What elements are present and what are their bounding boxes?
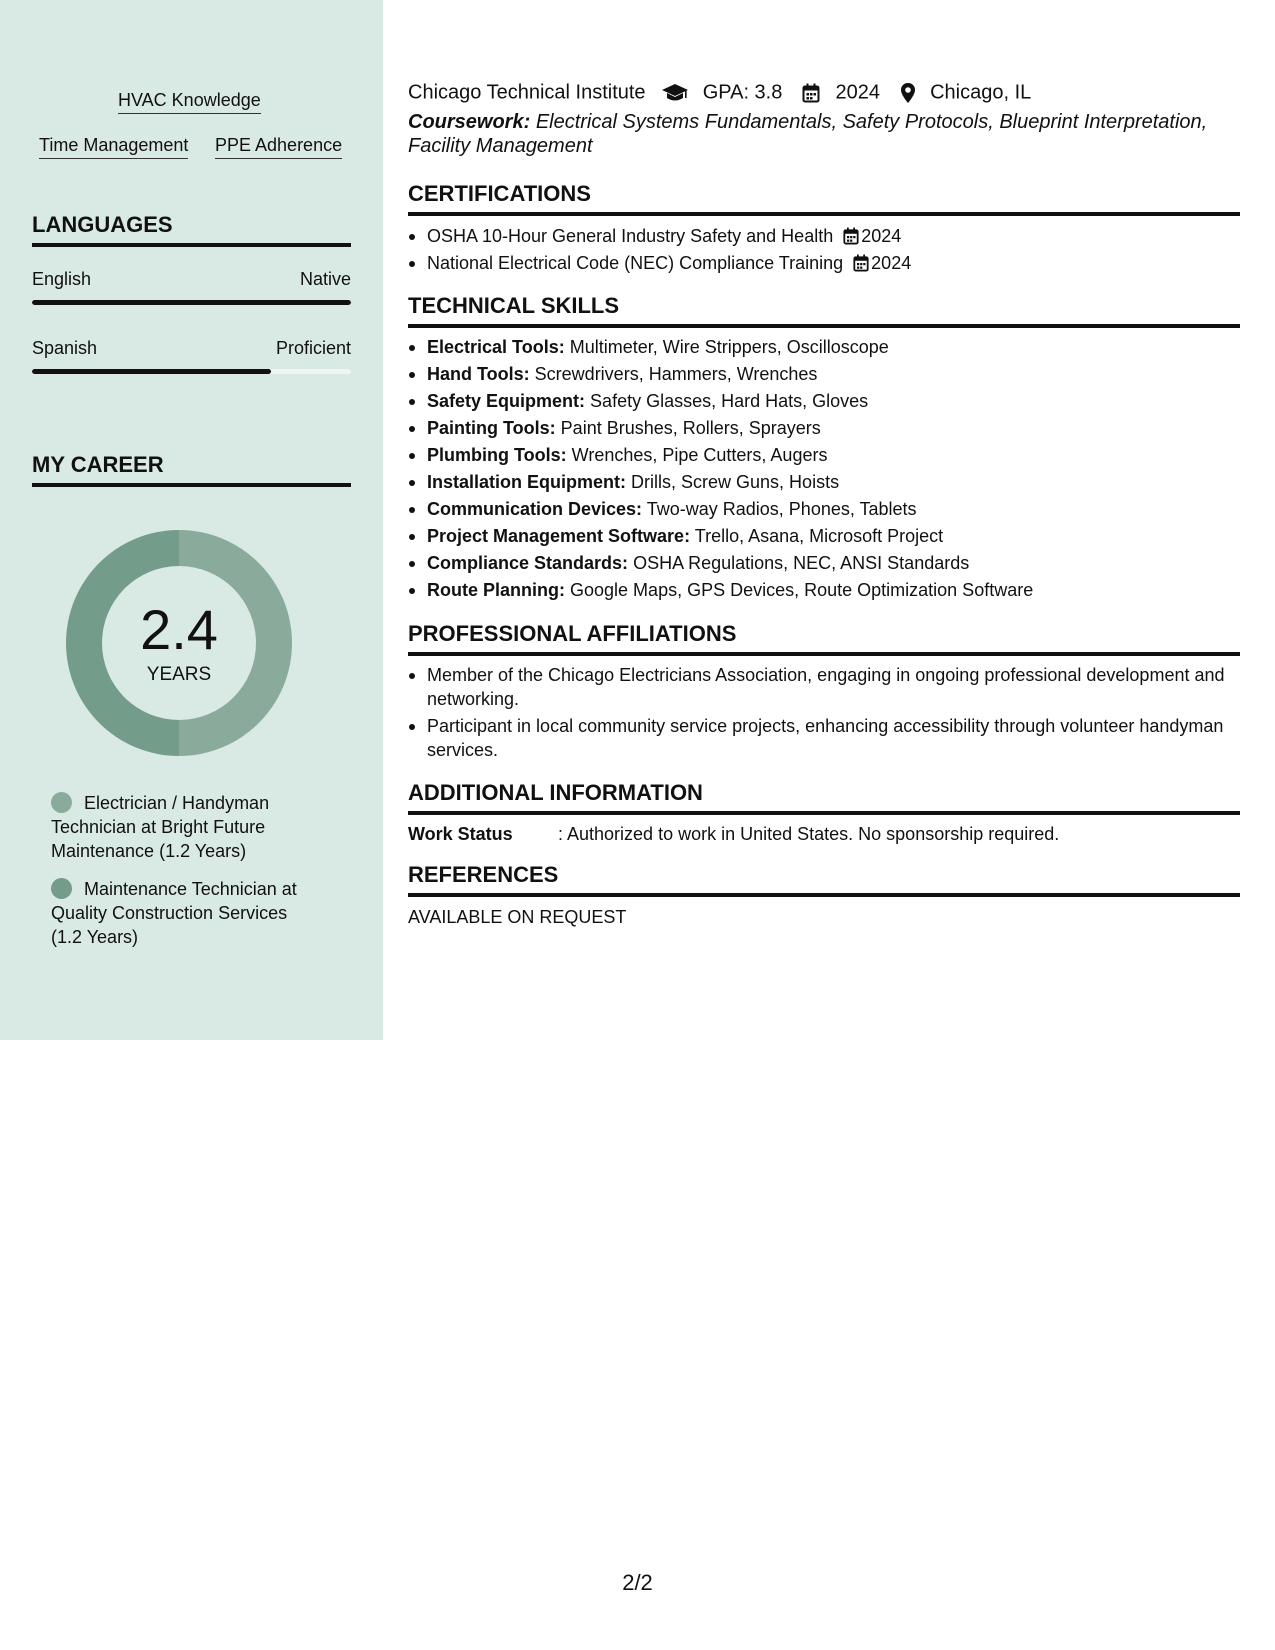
- list-item: [408, 470, 1240, 494]
- certifications-heading: CERTIFICATIONS: [408, 180, 1240, 216]
- list-item: [408, 578, 1240, 602]
- skill-label: Project Management Software:: [427, 526, 691, 546]
- skill-value: OSHA Regulations, NEC, ANSI Standards: [633, 553, 970, 573]
- list-item: [408, 251, 1240, 275]
- language-level: Native: [299, 269, 351, 289]
- language-bar: [32, 300, 351, 305]
- additional-info-heading: ADDITIONAL INFORMATION: [408, 779, 1240, 815]
- skill-label: Compliance Standards:: [427, 553, 629, 573]
- skill-tag: PPE Adherence: [215, 134, 342, 159]
- skill-label: Route Planning:: [427, 580, 565, 600]
- skill-value: Screwdrivers, Hammers, Wrenches: [534, 364, 818, 384]
- list-item: [408, 497, 1240, 521]
- skill-value: Safety Glasses, Hard Hats, Gloves: [590, 391, 869, 411]
- language-bar-fill: [32, 300, 351, 305]
- career-legend-text: Electrician / Handyman Technician at Bright Future Maintenance (1.2 Years): [51, 793, 270, 861]
- list-item: [408, 551, 1240, 575]
- skill-label: Painting Tools:: [427, 418, 556, 438]
- work-status-label: Work Status: [408, 824, 513, 844]
- graduation-year: 2024: [835, 81, 880, 104]
- career-total-unit: YEARS: [146, 664, 212, 685]
- language-name: English: [32, 269, 92, 289]
- affiliations-list: [408, 663, 1240, 765]
- list-item: [408, 224, 1240, 248]
- language-bar-fill: [32, 369, 271, 374]
- legend-dot-icon: [51, 878, 72, 899]
- skill-label: Plumbing Tools:: [427, 445, 567, 465]
- gpa-text: GPA: 3.8: [702, 81, 783, 104]
- language-name: Spanish: [32, 338, 98, 358]
- skill-value: Google Maps, GPS Devices, Route Optimization Software: [570, 580, 1034, 600]
- certification-name: OSHA 10-Hour General Industry Safety and Health: [427, 226, 834, 246]
- career-legend-item: [51, 791, 321, 863]
- career-heading: MY CAREER: [32, 451, 351, 487]
- certifications-list: [408, 224, 1240, 278]
- calendar-icon: [802, 83, 820, 103]
- skill-value: Drills, Screw Guns, Hoists: [631, 472, 840, 492]
- skill-tag: HVAC Knowledge: [118, 89, 261, 114]
- legend-dot-icon: [51, 792, 72, 813]
- skill-label: Hand Tools:: [427, 364, 530, 384]
- page-number: 2/2: [622, 1570, 653, 1595]
- list-item: Participant in local community service projects, enhancing accessibility through volunteer handyman services.: [408, 714, 1240, 762]
- list-item: [408, 524, 1240, 548]
- references-heading: REFERENCES: [408, 861, 1240, 897]
- career-total-value: 2.4: [140, 598, 218, 661]
- list-item: [408, 389, 1240, 413]
- technical-skills-list: [408, 335, 1240, 605]
- references-text: AVAILABLE ON REQUEST: [408, 907, 627, 927]
- school-location: Chicago, IL: [930, 81, 1032, 104]
- coursework-label: Coursework:: [408, 111, 531, 133]
- work-status-value: : Authorized to work in United States. No sponsorship required.: [558, 824, 1060, 844]
- certification-name: National Electrical Code (NEC) Compliance Training: [427, 253, 844, 273]
- certification-year: 2024: [861, 226, 902, 246]
- education-line: [408, 80, 1031, 105]
- list-item: [408, 416, 1240, 440]
- skill-value: Multimeter, Wire Strippers, Oscilloscope: [569, 337, 889, 357]
- skill-value: Two-way Radios, Phones, Tablets: [646, 499, 917, 519]
- list-item: [408, 443, 1240, 467]
- calendar-icon: [853, 254, 869, 272]
- list-item: [408, 362, 1240, 386]
- skill-value: Wrenches, Pipe Cutters, Augers: [571, 445, 828, 465]
- skill-label: Installation Equipment:: [427, 472, 627, 492]
- technical-skills-heading: TECHNICAL SKILLS: [408, 292, 1240, 328]
- skill-value: Trello, Asana, Microsoft Project: [694, 526, 944, 546]
- coursework-text: Electrical Systems Fundamentals, Safety Protocols, Blueprint Interpretation, Facility Management: [408, 111, 1208, 157]
- calendar-icon: [843, 227, 859, 245]
- career-legend-text: Maintenance Technician at Quality Construction Services (1.2 Years): [51, 879, 297, 947]
- skill-label: Electrical Tools:: [427, 337, 565, 357]
- graduation-cap-icon: [661, 83, 689, 103]
- certification-year: 2024: [871, 253, 912, 273]
- coursework: [408, 110, 1240, 158]
- affiliations-heading: PROFESSIONAL AFFILIATIONS: [408, 620, 1240, 656]
- skill-label: Safety Equipment:: [427, 391, 586, 411]
- language-bar: [32, 369, 351, 374]
- skill-label: Communication Devices:: [427, 499, 643, 519]
- skill-tag: Time Management: [39, 134, 188, 159]
- list-item: Member of the Chicago Electricians Association, engaging in ongoing professional development and networking.: [408, 663, 1240, 711]
- career-legend-item: [51, 877, 321, 949]
- location-pin-icon: [900, 82, 916, 104]
- list-item: [408, 335, 1240, 359]
- skill-value: Paint Brushes, Rollers, Sprayers: [560, 418, 821, 438]
- sidebar: [0, 0, 383, 1040]
- career-donut-chart: [66, 530, 292, 756]
- language-level: Proficient: [275, 338, 351, 358]
- school-name: Chicago Technical Institute: [408, 81, 646, 104]
- languages-heading: LANGUAGES: [32, 211, 351, 247]
